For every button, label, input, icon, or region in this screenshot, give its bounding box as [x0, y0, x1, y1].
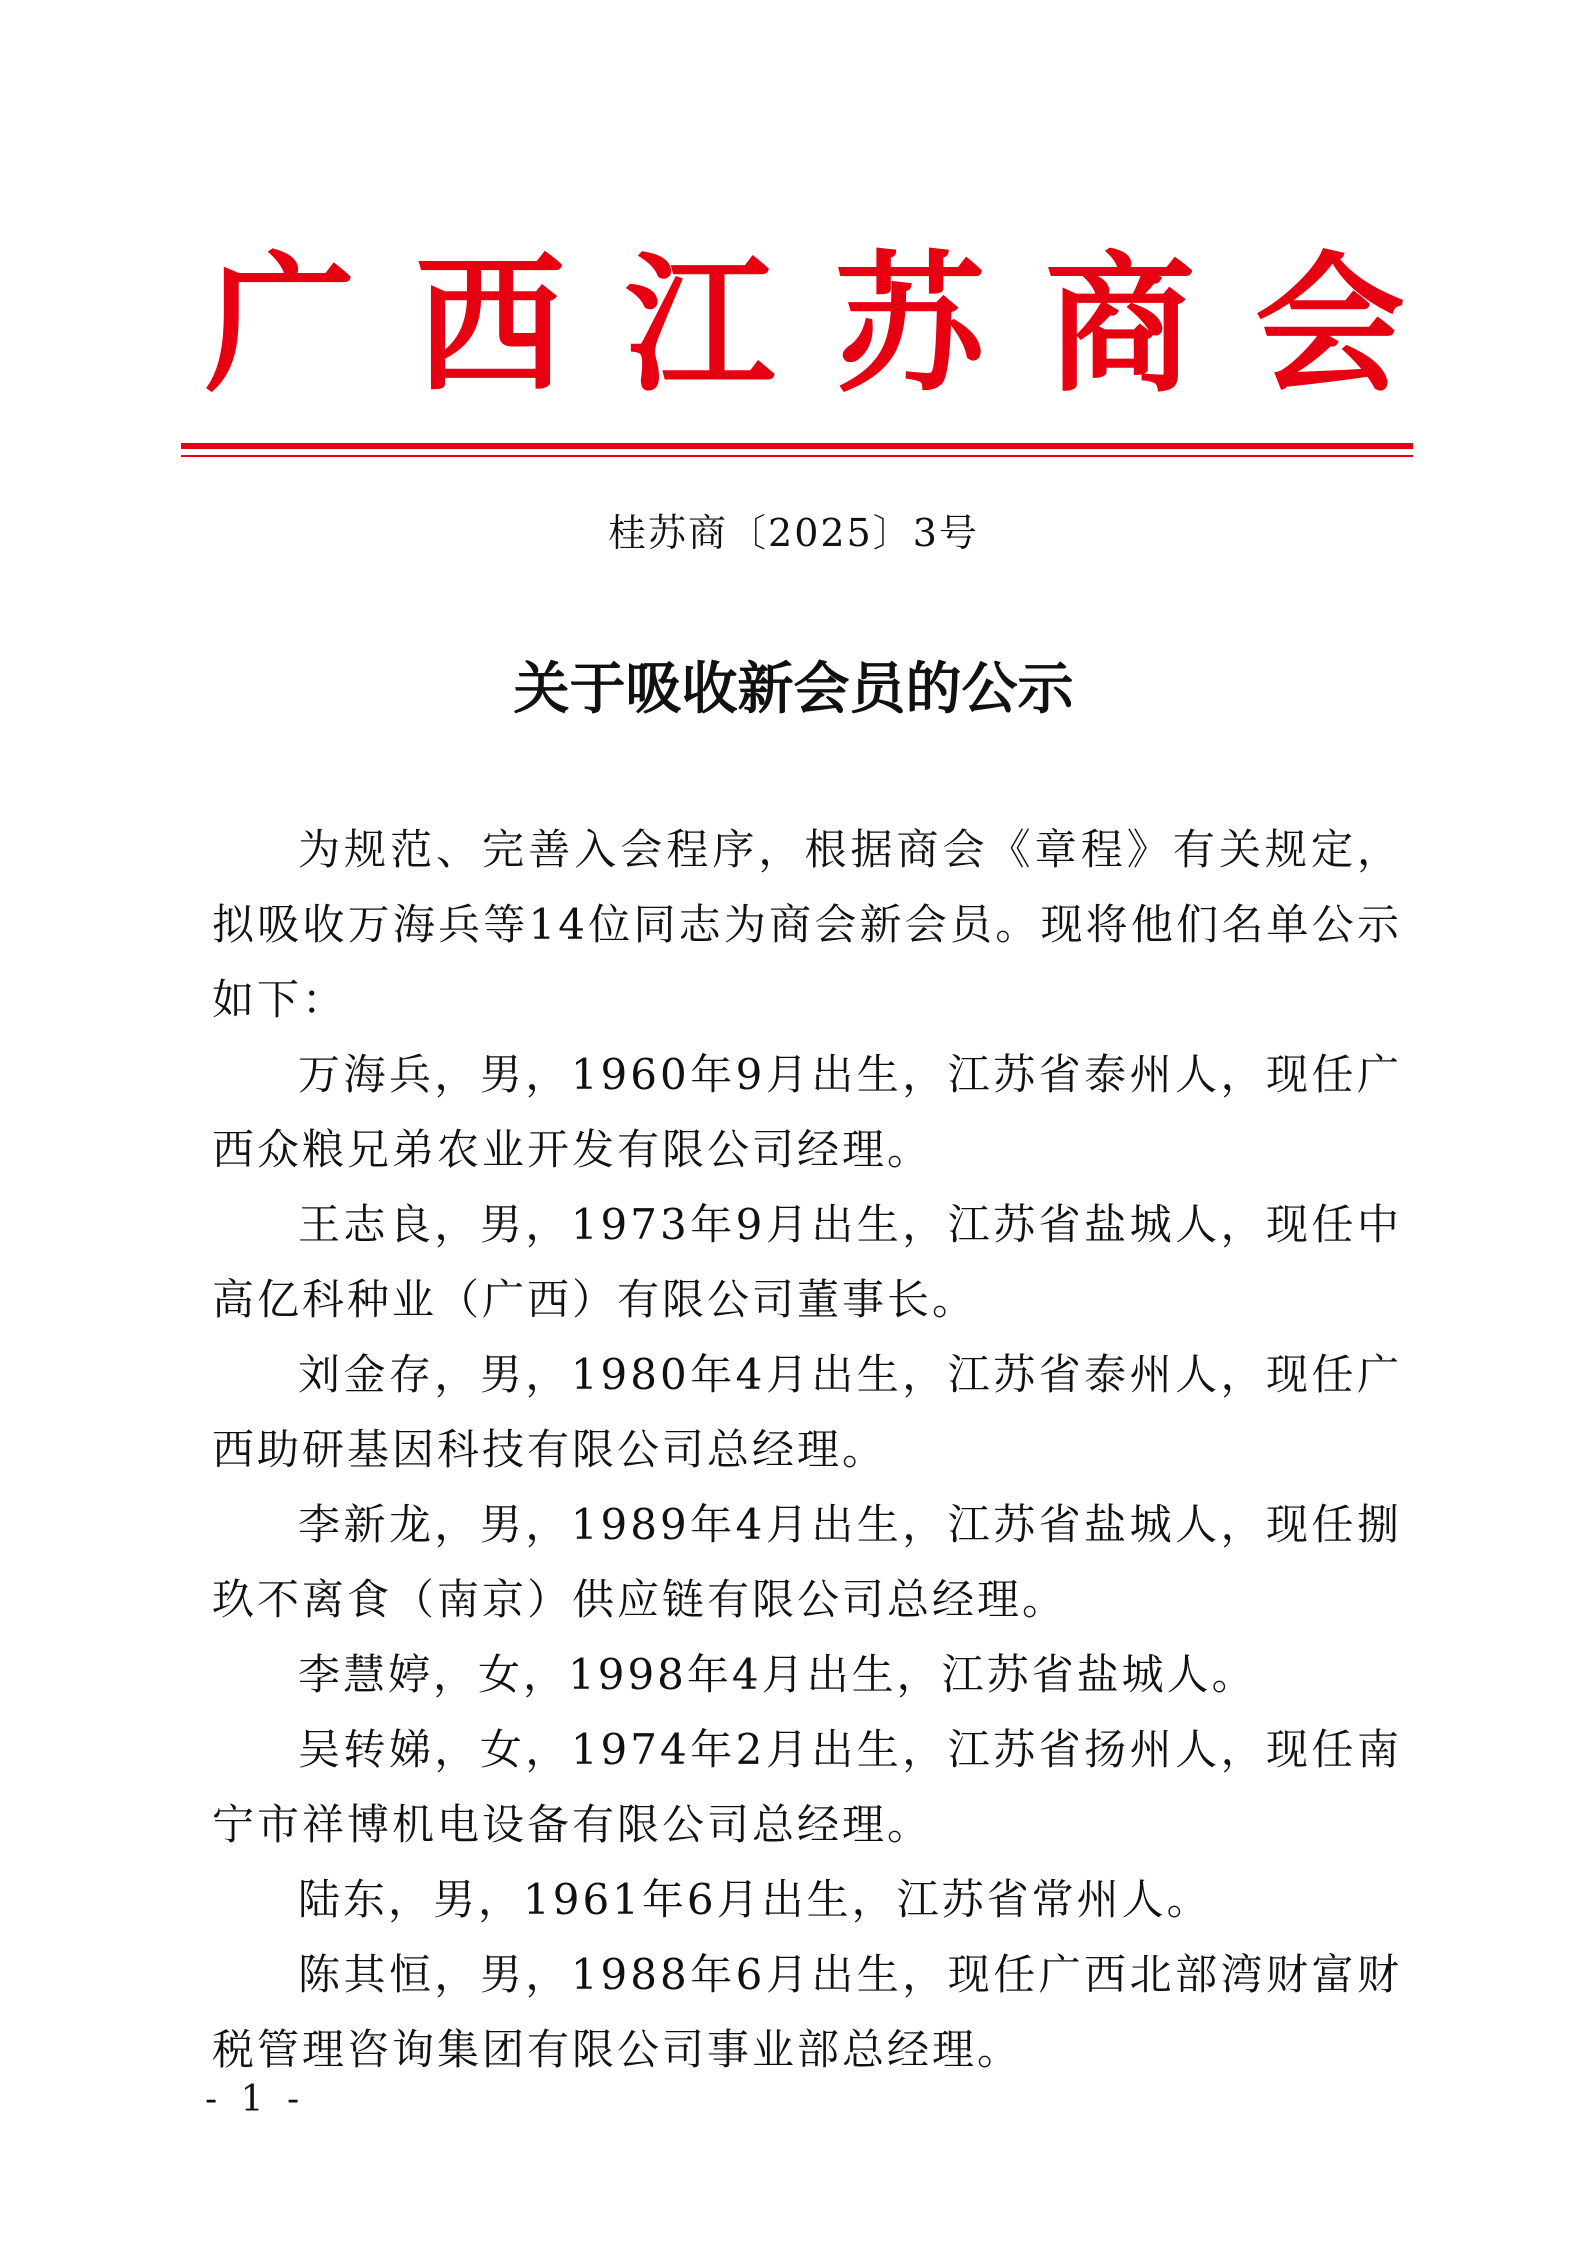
member-entry: 吴转娣，女，1974年2月出生，江苏省扬州人，现任南宁市祥博机电设备有限公司总经理。 [212, 1725, 1402, 1849]
member-entry: 李慧婷，女，1998年4月出生，江苏省盐城人。 [298, 1650, 1257, 1699]
document-number: 桂苏商〔2025〕3号 [608, 511, 979, 555]
member-entry: 陈其恒，男，1988年6月出生，现任广西北部湾财富财税管理咨询集团有限公司事业部总经理。 [212, 1950, 1402, 2074]
masthead [205, 237, 1405, 413]
member-entry: 陆东，男，1961年6月出生，江苏省常州人。 [298, 1875, 1212, 1924]
page-number: - 1 - [205, 2079, 306, 2120]
masthead-char-6: 会 [1254, 237, 1405, 413]
masthead-char-2: 西 [414, 237, 565, 413]
masthead-char-5: 商 [1044, 237, 1195, 413]
masthead-divider-thin [181, 455, 1413, 457]
document-title: 关于吸收新会员的公示 [513, 657, 1074, 722]
member-entry: 李新龙，男，1989年4月出生，江苏省盐城人，现任捌玖不离食（南京）供应链有限公司总经理。 [212, 1500, 1402, 1624]
member-entry: 刘金存，男，1980年4月出生，江苏省泰州人，现任广西助研基因科技有限公司总经理。 [212, 1350, 1402, 1474]
document-body [212, 812, 1402, 2087]
member-entry: 王志良，男，1973年9月出生，江苏省盐城人，现任中高亿科种业（广西）有限公司董事长。 [212, 1200, 1402, 1324]
masthead-char-1: 广 [205, 237, 356, 413]
masthead-divider-thick [181, 443, 1413, 449]
member-entry: 万海兵，男，1960年9月出生，江苏省泰州人，现任广西众粮兄弟农业开发有限公司经理。 [212, 1050, 1402, 1174]
masthead-char-4: 苏 [834, 237, 985, 413]
intro-paragraph: 为规范、完善入会程序，根据商会《章程》有关规定，拟吸收万海兵等14位同志为商会新会员。现将他们名单公示如下： [212, 825, 1402, 1024]
masthead-char-3: 江 [624, 237, 775, 413]
